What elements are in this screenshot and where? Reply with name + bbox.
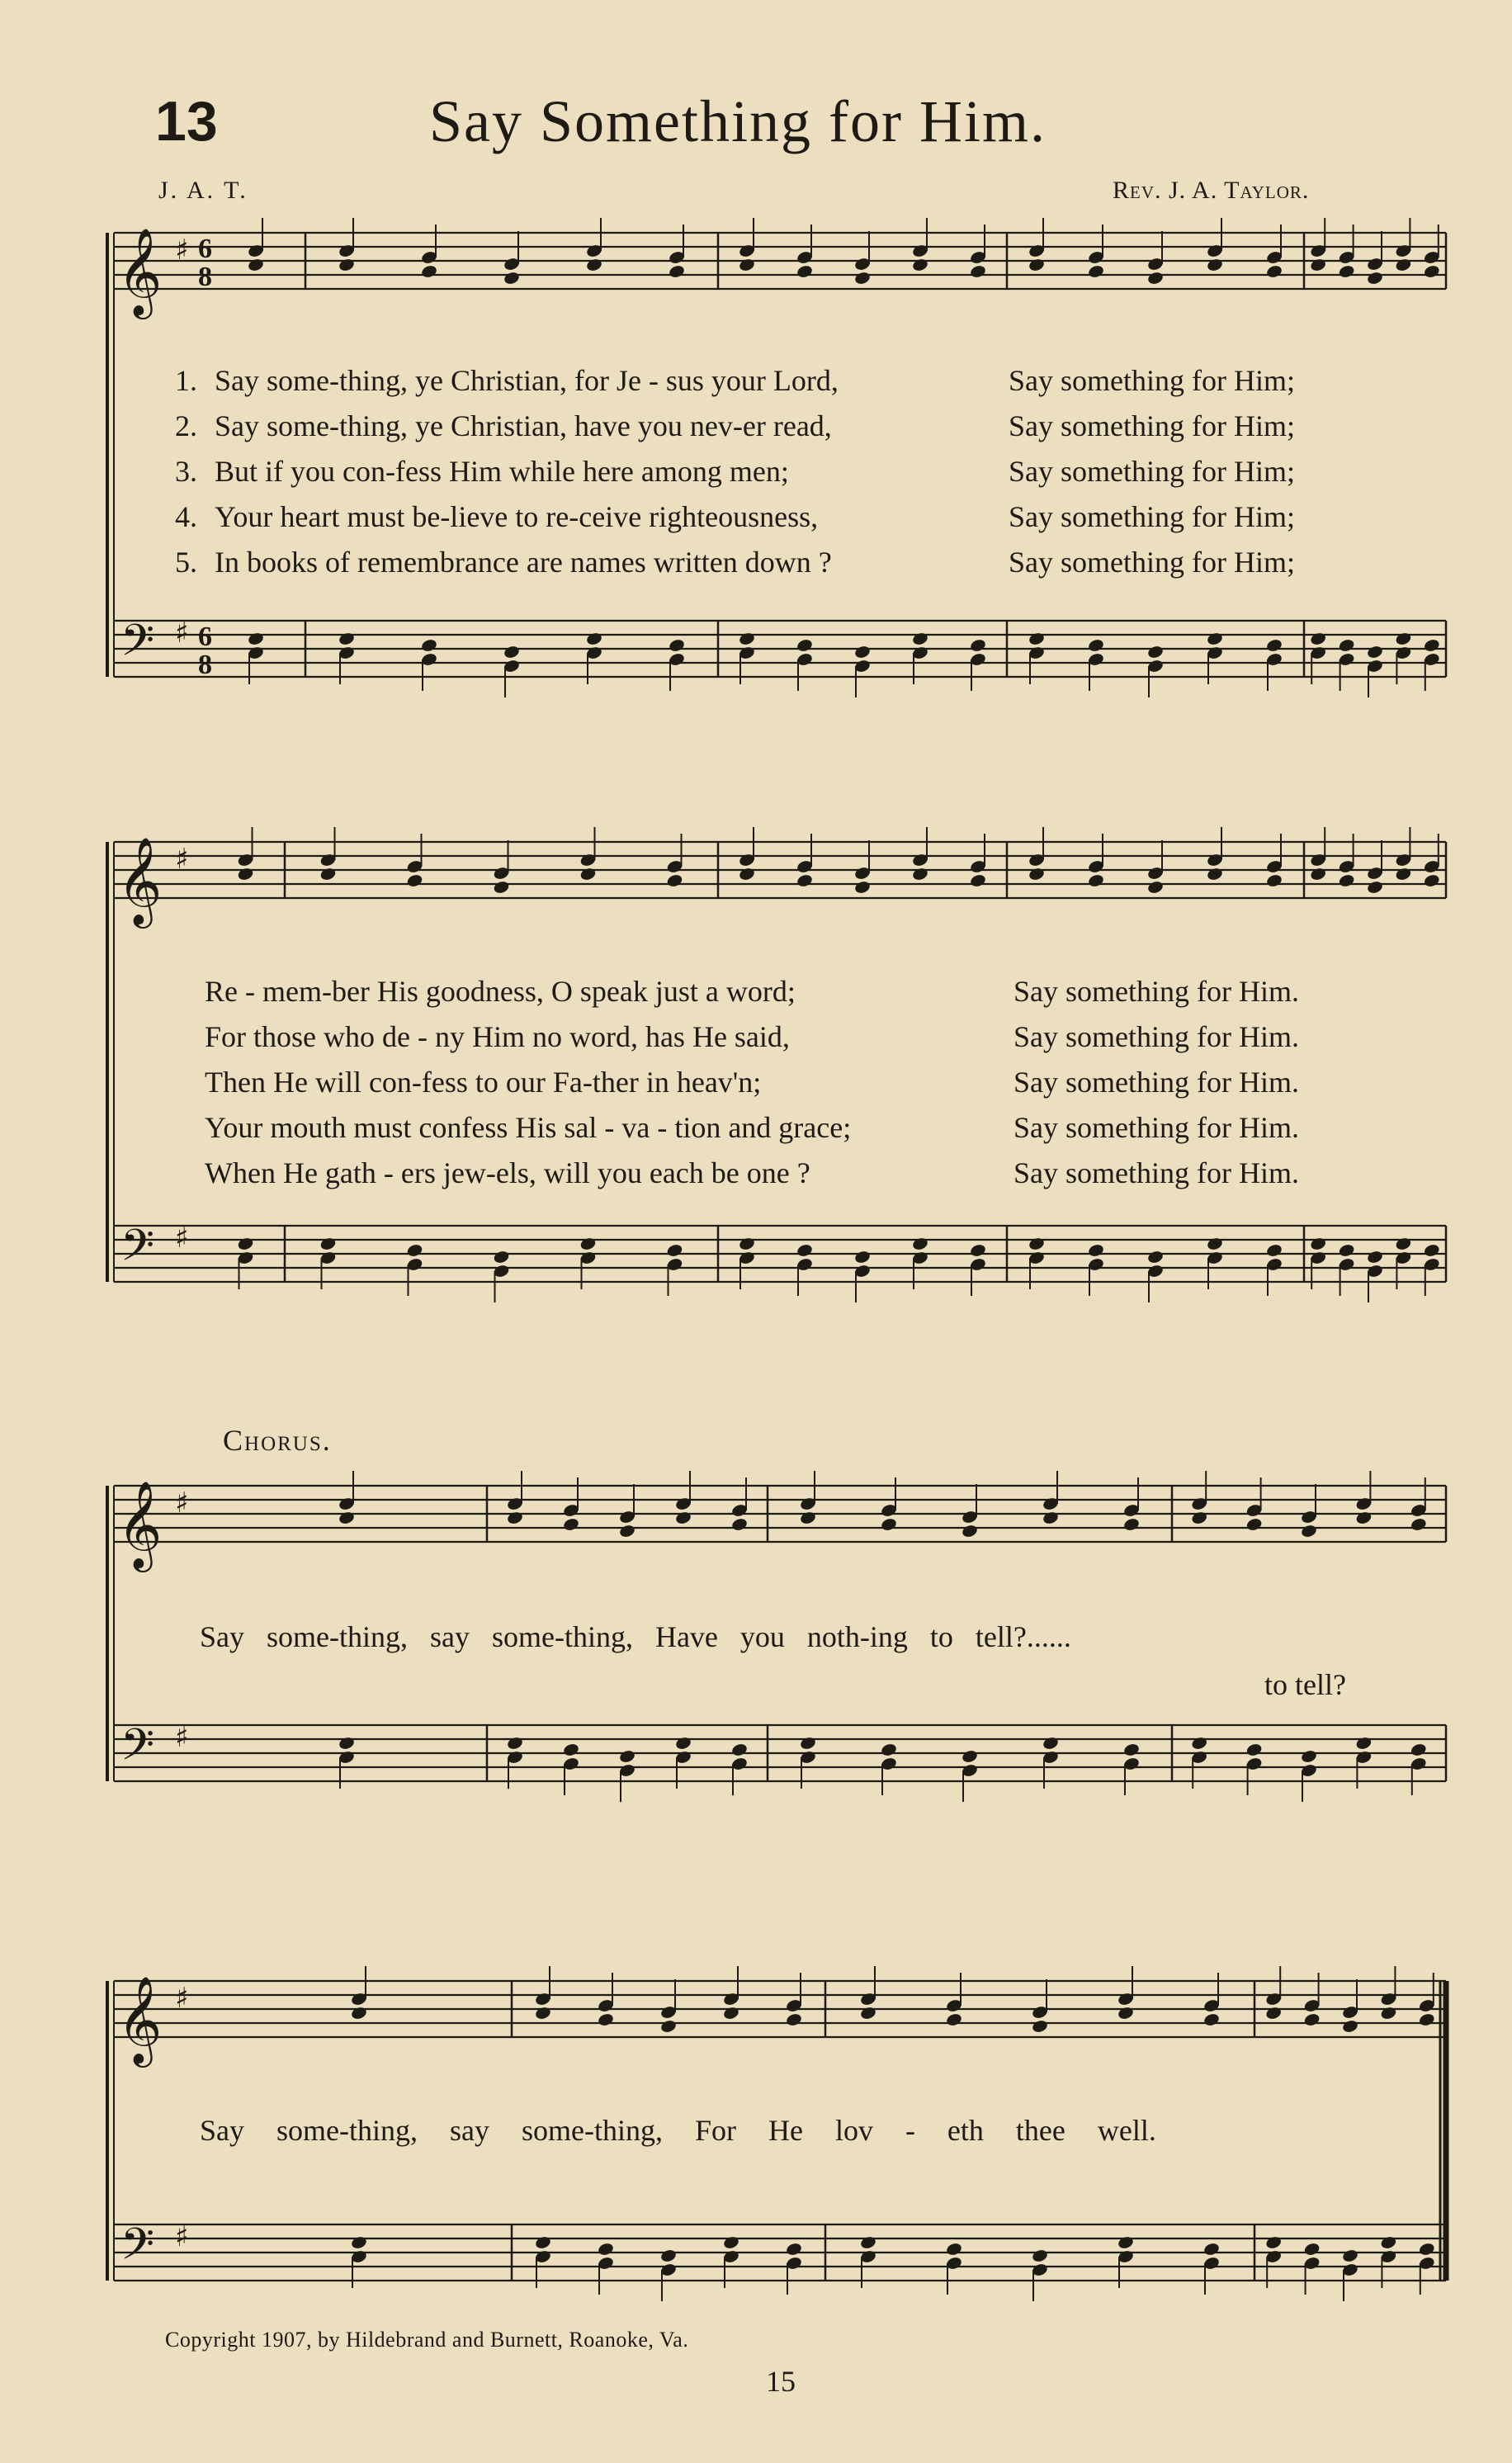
chorus-system-1-treble-note xyxy=(674,1510,692,1525)
system-1-treble-note xyxy=(1338,264,1355,279)
system-1-key-signature-icon: ♯ xyxy=(175,617,189,650)
chorus-system-1-treble-note xyxy=(961,1524,978,1539)
system-2-bass-note xyxy=(1423,1243,1440,1258)
system-2-treble-note xyxy=(1028,867,1045,882)
chorus-lyric-1: Say some-thing, say some-thing, Have you noth-ing to tell?...... xyxy=(200,1620,1071,1653)
chorus-system-1-treble-clef-icon: 𝄞 xyxy=(117,1480,163,1568)
system-1-bass-note xyxy=(1206,631,1223,646)
system-2-treble-note xyxy=(911,867,928,882)
system-1-treble-note xyxy=(668,264,685,279)
verse-line-5a: 5. In books of remembrance are names written down ? Say something for Him; xyxy=(175,546,1295,579)
system-1-bass-note xyxy=(1087,638,1104,653)
chorus-system-1-treble-note xyxy=(1042,1510,1059,1525)
system-2-bass-note xyxy=(969,1243,986,1258)
chorus-system-2-treble-note xyxy=(722,2006,739,2021)
time-signature-top: 6 xyxy=(198,622,212,652)
system-2-bass-clef-icon: 𝄢 xyxy=(120,1221,155,1282)
system-2-bass-note xyxy=(1146,1250,1164,1265)
hymn-title: Say Something for Him. xyxy=(429,88,1047,154)
system-2-bass-note xyxy=(911,1236,928,1251)
system-1-bass-note xyxy=(668,638,685,653)
system-1-treble-clef-icon: 𝄞 xyxy=(117,227,163,315)
system-2-treble-note xyxy=(969,873,986,888)
system-2-bass-note xyxy=(853,1250,871,1265)
system-2-treble-note xyxy=(237,867,254,882)
system-2-treble-note xyxy=(406,873,423,888)
chorus-system-1-bass-note xyxy=(799,1736,816,1751)
system-2-treble-note xyxy=(666,873,683,888)
chorus-system-1-bass-note xyxy=(880,1742,897,1757)
chorus-system-2-key-signature-icon: ♯ xyxy=(175,1982,189,2015)
system-1-bass-note xyxy=(1338,638,1355,653)
chorus-system-1-treble-note xyxy=(506,1510,523,1525)
system-2-treble-note xyxy=(1395,867,1412,882)
copyright-notice: Copyright 1907, by Hildebrand and Burnett, Roanoke, Va. xyxy=(165,2328,689,2352)
chorus-system-1-treble-note xyxy=(1122,1517,1140,1532)
chorus-system-2-treble-note xyxy=(785,2012,802,2027)
chorus-system-1-bass-note xyxy=(1245,1742,1263,1757)
system-2-bass-note xyxy=(237,1236,254,1251)
system-1-bass-note xyxy=(503,645,520,659)
chorus-system-1-treble-note xyxy=(799,1510,816,1525)
chorus-system-1-key-signature-icon: ♯ xyxy=(175,1721,189,1754)
system-2-treble-note xyxy=(1338,873,1355,888)
chorus-system-2-treble-note xyxy=(859,2006,876,2021)
chorus-system-2-bass-note xyxy=(1418,2242,1435,2257)
verse-line-1b: Re - mem-ber His goodness, O speak just a word; Say something for Him. xyxy=(205,975,1299,1008)
system-2-treble-note xyxy=(853,880,871,895)
system-2-bass-note xyxy=(738,1236,755,1251)
chorus-system-2-bass-note xyxy=(859,2235,876,2250)
system-2-key-signature-icon: ♯ xyxy=(175,1222,189,1255)
system-1-bass-note xyxy=(1395,631,1412,646)
time-signature-bottom: 8 xyxy=(198,262,212,292)
chorus-system-2-bass-note xyxy=(350,2235,367,2250)
chorus-system-1-treble-note xyxy=(730,1517,748,1532)
chorus-system-2-treble-note xyxy=(945,2012,962,2027)
verse-line-2a: 2. Say some-thing, ye Christian, have you nev-er read, Say something for Him; xyxy=(175,409,1295,442)
chorus-system-1-bass-note xyxy=(1122,1742,1140,1757)
system-1-key-signature-icon: ♯ xyxy=(175,234,189,267)
chorus-system-2-treble-note xyxy=(1203,2012,1220,2027)
system-1-bass-clef-icon: 𝄢 xyxy=(120,616,155,677)
system-1-treble-note xyxy=(796,264,813,279)
chorus-system-2-bass-note xyxy=(534,2235,551,2250)
system-2-treble-note xyxy=(1310,867,1327,882)
chorus-system-1-bass-note xyxy=(1410,1742,1427,1757)
chorus-system-1-treble-note xyxy=(1300,1524,1317,1539)
verse-line-4b: Your mouth must confess His sal - va - tion and grace; Say something for Him. xyxy=(205,1111,1299,1144)
chorus-system-1-bass-note xyxy=(674,1736,692,1751)
system-1-treble-note xyxy=(738,258,755,272)
system-2-treble-note xyxy=(1146,880,1164,895)
chorus-system-1-bass-note xyxy=(730,1742,748,1757)
chorus-system-2-bass-note xyxy=(1265,2235,1283,2250)
system-1-treble-note xyxy=(1366,271,1383,286)
chorus-system-1-key-signature-icon: ♯ xyxy=(175,1487,189,1520)
system-1-treble-note xyxy=(503,271,520,286)
chorus-system-2-treble-note xyxy=(1380,2006,1397,2021)
system-1-bass-note xyxy=(796,638,813,653)
system-1-treble-note xyxy=(338,258,355,272)
verse-line-4a: 4. Your heart must be-lieve to re-ceive righteousness, Say something for Him; xyxy=(175,500,1295,533)
chorus-system-1-treble-note xyxy=(1191,1510,1208,1525)
verse-line-3b: Then He will con-fess to our Fa-ther in heav'n; Say something for Him. xyxy=(205,1066,1299,1099)
system-1-bass-note xyxy=(1366,645,1383,659)
system-2-bass-note xyxy=(1338,1243,1355,1258)
system-1-bass-note xyxy=(585,631,602,646)
system-2-treble-note xyxy=(1087,873,1104,888)
verse-line-3a: 3. But if you con-fess Him while here among men; Say something for Him; xyxy=(175,455,1295,488)
system-2-bass-note xyxy=(1028,1236,1045,1251)
system-2-bass-note xyxy=(1366,1250,1383,1265)
chorus-system-2-treble-note xyxy=(1341,2019,1358,2034)
time-signature-top: 6 xyxy=(198,234,212,264)
lyricist-credit: J. A. T. xyxy=(158,177,248,204)
system-1-treble-note xyxy=(1146,271,1164,286)
system-2-treble-note xyxy=(1206,867,1223,882)
chorus-system-2-bass-note xyxy=(1303,2242,1321,2257)
chorus-system-2-bass-clef-icon: 𝄢 xyxy=(120,2220,155,2281)
composer-credit: Rev. J. A. Taylor. xyxy=(1113,177,1310,204)
system-1-treble-note xyxy=(247,258,264,272)
system-1-bass-note xyxy=(911,631,928,646)
system-1-treble-note xyxy=(1310,258,1327,272)
system-2-bass-note xyxy=(796,1243,813,1258)
system-1-treble-note xyxy=(1028,258,1045,272)
chorus-lyric-2: Say some-thing, say some-thing, For He lov - eth thee well. xyxy=(200,2114,1156,2147)
system-1-bass-note xyxy=(738,631,755,646)
chorus-system-2-treble-note xyxy=(659,2019,677,2034)
chorus-system-1-bass-note xyxy=(562,1742,579,1757)
chorus-system-2-treble-note xyxy=(350,2006,367,2021)
chorus-system-2-treble-note xyxy=(597,2012,614,2027)
verse-line-5b: When He gath - ers jew-els, will you each be one ? Say something for Him. xyxy=(205,1156,1299,1189)
chorus-system-1-bass-note xyxy=(1300,1749,1317,1764)
chorus-system-1-bass-note xyxy=(338,1736,355,1751)
system-1-bass-note xyxy=(1265,638,1283,653)
chorus-system-2-bass-note xyxy=(722,2235,739,2250)
system-2-bass-note xyxy=(319,1236,337,1251)
system-1-bass-note xyxy=(247,631,264,646)
chorus-system-2-treble-clef-icon: 𝄞 xyxy=(117,1975,163,2064)
system-1-treble-note xyxy=(1206,258,1223,272)
system-2-key-signature-icon: ♯ xyxy=(175,843,189,876)
system-1-treble-note xyxy=(911,258,928,272)
chorus-system-2-treble-note xyxy=(1031,2019,1048,2034)
system-1-bass-note xyxy=(969,638,986,653)
chorus-system-1-treble-note xyxy=(562,1517,579,1532)
system-2-treble-note xyxy=(796,873,813,888)
hymn-number: 13 xyxy=(155,90,218,153)
chorus-system-1-bass-note xyxy=(961,1749,978,1764)
system-1-treble-note xyxy=(1423,264,1440,279)
system-2-bass-note xyxy=(1310,1236,1327,1251)
system-2-treble-note xyxy=(493,880,510,895)
system-1-treble-note xyxy=(969,264,986,279)
system-2-bass-note xyxy=(1206,1236,1223,1251)
chorus-system-1-treble-note xyxy=(1355,1510,1373,1525)
chorus-system-2-treble-note xyxy=(534,2006,551,2021)
verse-line-1a: 1. Say some-thing, ye Christian, for Je - sus your Lord, Say something for Him; xyxy=(175,364,1295,397)
chorus-system-1-bass-note xyxy=(506,1736,523,1751)
chorus-system-2-treble-note xyxy=(1418,2012,1435,2027)
chorus-system-1-treble-note xyxy=(1410,1517,1427,1532)
chorus-system-2-bass-note xyxy=(597,2242,614,2257)
system-2-bass-note xyxy=(666,1243,683,1258)
chorus-system-2-bass-note xyxy=(1031,2248,1048,2263)
chorus-label: Chorus. xyxy=(223,1424,332,1457)
system-1-bass-note xyxy=(420,638,437,653)
chorus-system-2-bass-note xyxy=(945,2242,962,2257)
system-2-treble-note xyxy=(1366,880,1383,895)
system-2-bass-note xyxy=(1395,1236,1412,1251)
chorus-system-2-bass-note xyxy=(1203,2242,1220,2257)
system-1-bass-note xyxy=(1423,638,1440,653)
system-1-bass-note xyxy=(338,631,355,646)
system-1-treble-note xyxy=(420,264,437,279)
system-1-treble-note xyxy=(585,258,602,272)
system-1-bass-note xyxy=(1028,631,1045,646)
system-1-bass-note xyxy=(853,645,871,659)
system-2-treble-note xyxy=(319,867,337,882)
system-1-bass-note xyxy=(1310,631,1327,646)
chorus-system-1-bass-note xyxy=(618,1749,636,1764)
verse-line-2b: For those who de - ny Him no word, has He said, Say something for Him. xyxy=(205,1020,1299,1053)
chorus-echo: to tell? xyxy=(1264,1668,1346,1701)
time-signature-bottom: 8 xyxy=(198,650,212,680)
system-2-treble-note xyxy=(1265,873,1283,888)
chorus-system-1-bass-note xyxy=(1355,1736,1373,1751)
system-1-bass-note xyxy=(1146,645,1164,659)
page-number: 15 xyxy=(766,2365,796,2398)
chorus-system-2-treble-note xyxy=(1303,2012,1321,2027)
chorus-system-2-treble-note xyxy=(1117,2006,1134,2021)
chorus-system-1-treble-note xyxy=(880,1517,897,1532)
chorus-system-2-key-signature-icon: ♯ xyxy=(175,2220,189,2253)
system-2-bass-note xyxy=(1265,1243,1283,1258)
system-2-bass-note xyxy=(579,1236,597,1251)
chorus-system-1-bass-note xyxy=(1042,1736,1059,1751)
system-1-treble-note xyxy=(853,271,871,286)
chorus-system-2-bass-note xyxy=(1380,2235,1397,2250)
chorus-system-1-bass-note xyxy=(1191,1736,1208,1751)
chorus-system-1-bass-clef-icon: 𝄢 xyxy=(120,1720,155,1781)
system-2-treble-note xyxy=(579,867,597,882)
system-2-treble-clef-icon: 𝄞 xyxy=(117,836,163,924)
system-2-bass-note xyxy=(1087,1243,1104,1258)
chorus-system-1-treble-note xyxy=(338,1510,355,1525)
chorus-system-2-bass-note xyxy=(785,2242,802,2257)
system-2-treble-note xyxy=(738,867,755,882)
chorus-system-2-treble-note xyxy=(1265,2006,1283,2021)
system-1-treble-note xyxy=(1265,264,1283,279)
chorus-system-1-treble-note xyxy=(1245,1517,1263,1532)
system-2-bass-note xyxy=(493,1250,510,1265)
chorus-system-2-bass-note xyxy=(659,2248,677,2263)
system-2-bass-note xyxy=(406,1243,423,1258)
chorus-system-1-treble-note xyxy=(618,1524,636,1539)
system-2-treble-note xyxy=(1423,873,1440,888)
chorus-system-2-bass-note xyxy=(1341,2248,1358,2263)
system-1-treble-note xyxy=(1395,258,1412,272)
chorus-system-2-bass-note xyxy=(1117,2235,1134,2250)
system-1-treble-note xyxy=(1087,264,1104,279)
